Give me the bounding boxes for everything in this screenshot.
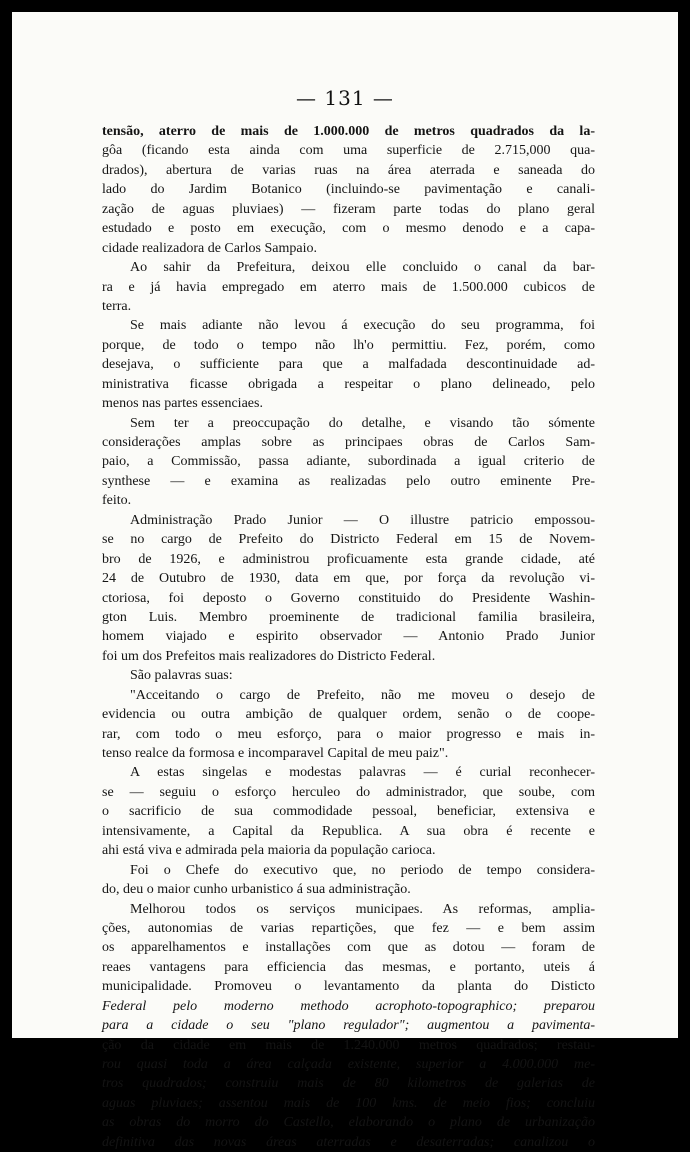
- text-line: foi um dos Prefeitos mais realizadores do Districto Federal.: [102, 648, 436, 664]
- text-line: ções, autonomias de varias repartições, que fez — e bem assim: [102, 920, 595, 936]
- text-line: "Acceitando o cargo de Prefeito, não me moveu o desejo de: [130, 687, 595, 703]
- text-line: Administração Prado Junior — O illustre patricio empossou-: [130, 512, 595, 528]
- text-line: rar, com todo o meu esforço, para o maior progresso e mais in-: [102, 726, 595, 742]
- text-line: 24 de Outubro de 1930, data em que, por força da revolução vi-: [102, 571, 595, 587]
- text-line: drados), abertura de varias ruas na área aterrada e saneada do: [102, 162, 595, 178]
- text-line: se — seguiu o esforço herculeo do administrador, que soube, com: [102, 784, 595, 800]
- text-line: ministrativa ficasse obrigada a respeitar o plano delineado, pelo: [102, 376, 595, 392]
- text-line: Foi o Chefe do executivo que, no periodo de tempo considera-: [130, 862, 595, 878]
- text-line: intensivamente, a Capital da Republica. A sua obra é recente e: [102, 823, 595, 839]
- text-line: São palavras suas:: [130, 668, 233, 684]
- text-line: paio, a Commissão, passa adiante, subordinada a igual criterio de: [102, 454, 595, 470]
- text-line: evidencia ou outra ambição de qualquer ordem, senão o de coope-: [102, 707, 595, 723]
- text-line: lado do Jardim Botanico (incluindo-se pavimentação e canali-: [102, 182, 595, 198]
- text-line: Se mais adiante não levou á execução do seu programma, foi: [130, 318, 595, 334]
- text-line: gton Luis. Membro proeminente de tradicional familia brasileira,: [102, 609, 595, 625]
- text-line: o sacrificio de sua commodidade pessoal, beneficiar, extensiva e: [102, 804, 595, 820]
- text-line: rou quasi toda a área calçada existente, superior a 4.000.000 me-: [102, 1057, 595, 1072]
- text-line: A estas singelas e modestas palavras — é curial reconhecer-: [130, 765, 595, 781]
- text-line: os apparelhamentos e installações com que as dotou — foram de: [102, 940, 595, 956]
- text-line: ra e já havia empregado em aterro mais de 1.500.000 cubicos de: [102, 279, 595, 295]
- text-line: reaes vantagens para efficiencia das mesmas, e portanto, uteis á: [102, 959, 595, 975]
- page-number: — 131 —: [296, 86, 394, 110]
- text-line: menos nas partes essenciaes.: [102, 396, 263, 412]
- text-line: definitiva das novas áreas aterradas e desaterradas; canalizou o: [102, 1134, 595, 1150]
- text-line: tros quadrados; construiu mais de 80 kilometros de galerias de: [102, 1076, 595, 1092]
- text-line: Melhorou todos os serviços municipaes. As reformas, amplia-: [130, 901, 595, 917]
- text-line: considerações amplas sobre as principaes obras de Carlos Sam-: [102, 435, 595, 450]
- text-line: homem viajado e espirito observador — Antonio Prado Junior: [102, 629, 595, 645]
- text-line: terra.: [102, 298, 132, 314]
- text-line: municipalidade. Promoveu o levantamento da planta do Disticto: [102, 979, 595, 995]
- body-text: [102, 122, 595, 1152]
- text-line: do, deu o maior cunho urbanistico á sua administração.: [102, 882, 411, 898]
- text-line: tenso realce da formosa e incomparavel Capital de meu paiz".: [102, 746, 449, 761]
- text-line: synthese — e examina as realizadas pelo outro eminente Pre-: [102, 473, 595, 489]
- text-line: bro de 1926, e administrou proficuamente esta grande cidade, até: [102, 551, 595, 567]
- text-line: as obras do morro do Castello, elaborando o plano de urbanização: [102, 1115, 595, 1131]
- text-line: feito.: [102, 493, 132, 509]
- text-line: cidade realizadora de Carlos Sampaio.: [102, 240, 317, 256]
- text-line: Federal pelo moderno methodo acrophoto-topographico; preparou: [102, 998, 595, 1014]
- text-line: Sem ter a preoccupação do detalhe, e visando tão sómente: [130, 415, 595, 431]
- text-line: zação de aguas pluviaes) — fizeram parte todas do plano geral: [102, 201, 595, 217]
- text-line: ahi está viva e admirada pela maioria da população carioca.: [102, 843, 436, 859]
- document-page: [12, 12, 678, 1150]
- text-line: desejava, o sufficiente para que a malfadada descontinuidade ad-: [102, 357, 595, 373]
- text-line: gôa (ficando esta ainda com uma superficie de 2.715,000 qua-: [102, 143, 595, 159]
- text-line: porque, de todo o tempo não lh'o permittiu. Fez, porém, como: [102, 337, 595, 353]
- text-line: aguas pluviaes; assentou mais de 100 kms. de meio fios; concluiu: [102, 1095, 595, 1111]
- text-line: ção da cidade em mais de 1.240.000 metros quadrados; restau-: [102, 1037, 595, 1053]
- text-line: tensão, aterro de mais de 1.000.000 de metros quadrados da la-: [102, 124, 595, 139]
- text-line: para a cidade o seu "plano regulador"; augmentou a pavimenta-: [102, 1018, 595, 1034]
- text-line: se no cargo de Prefeito do Districto Federal em 15 de Novem-: [102, 532, 595, 548]
- text-line: ctoriosa, foi deposto o Governo constituido do Presidente Washin-: [102, 590, 595, 606]
- text-line: estudado e posto em execução, com o mesmo denodo e a capa-: [102, 221, 595, 237]
- text-line: Ao sahir da Prefeitura, deixou elle concluido o canal da bar-: [130, 260, 595, 276]
